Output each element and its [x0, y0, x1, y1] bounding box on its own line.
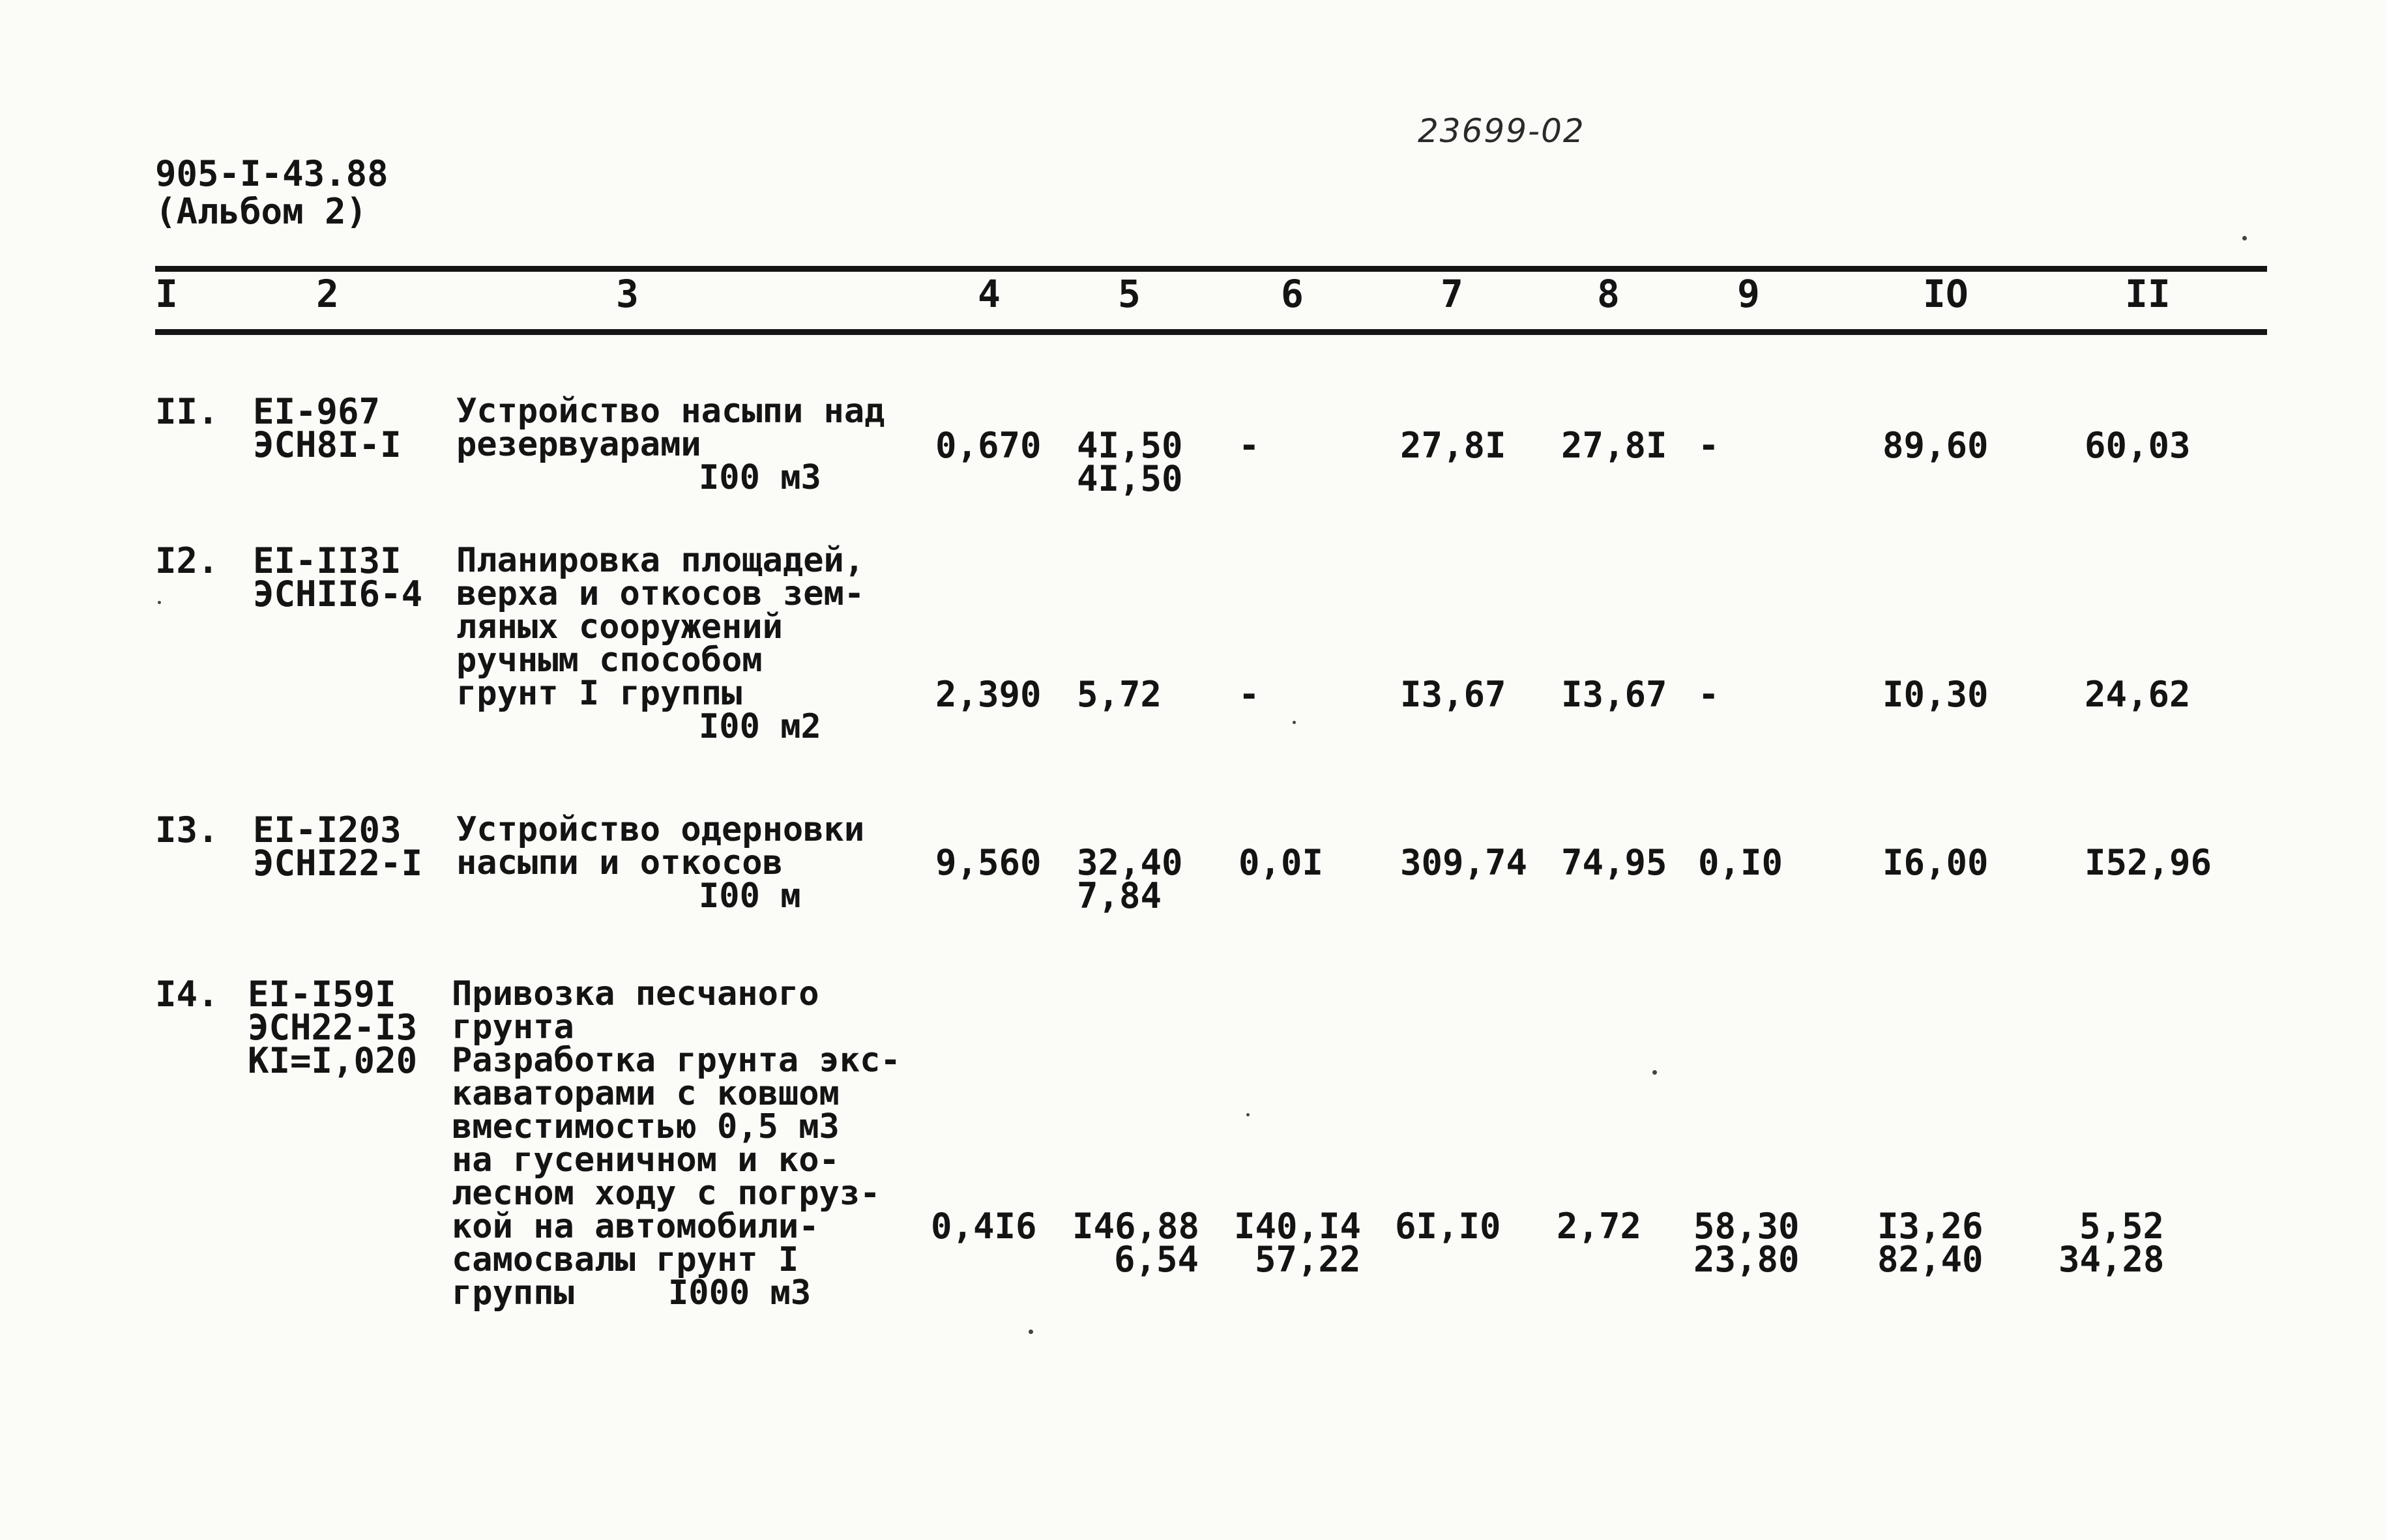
scan-speck	[1293, 721, 1296, 724]
value-line: 4I,50	[1077, 458, 1183, 499]
document-code	[155, 155, 388, 231]
column-header-8: 8	[1597, 272, 1620, 316]
value-line: 57,22	[1255, 1239, 1361, 1280]
description-line: грунта	[452, 1008, 574, 1047]
col5-values	[1077, 842, 1183, 916]
code-line: KI=I,020	[248, 1040, 418, 1081]
column-header-1: I	[155, 272, 178, 316]
column-header-2: 2	[316, 272, 339, 316]
col11-value: 60,03	[2085, 425, 2191, 466]
col6-value: -	[1238, 674, 1260, 715]
col10-value: 89,60	[1882, 425, 1989, 466]
value-line: 7,84	[1077, 875, 1162, 916]
col9-values	[1693, 1206, 1800, 1280]
code-line: EI-II3I	[253, 540, 402, 581]
description-line: Устройство одерновки	[456, 810, 865, 849]
scan-speck	[1246, 1113, 1250, 1116]
unit-of-measure: I00 м3	[699, 458, 821, 497]
unit-of-measure: I00 м2	[699, 707, 821, 746]
description-line: Привозка песчаного	[452, 974, 819, 1013]
col8-value: 27,8I	[1561, 425, 1667, 466]
table-header-rule	[155, 329, 2267, 335]
column-header-4: 4	[978, 272, 1001, 316]
value-line: 32,40	[1077, 842, 1183, 883]
description-line: грунт I группы	[456, 674, 742, 713]
scan-speck	[1029, 1329, 1033, 1334]
value-line: 82,40	[1877, 1239, 1984, 1280]
inventory-stamp: 23699-02	[1418, 112, 1585, 150]
col9-value: 0,I0	[1698, 842, 1783, 883]
col8-value: 74,95	[1561, 842, 1667, 883]
description-line: Устройство насыпи над	[456, 392, 885, 431]
col5-values	[1077, 425, 1183, 499]
column-header-11: II	[2125, 272, 2171, 316]
scan-speck	[158, 601, 161, 604]
col11-value: 24,62	[2085, 674, 2191, 715]
quantity-value: 0,670	[935, 425, 1042, 466]
row-number: I2.	[155, 540, 219, 581]
col5-values	[1072, 1206, 1200, 1280]
description-line: насыпи и откосов	[456, 843, 783, 882]
value-line: 6,54	[1114, 1239, 1199, 1280]
description-line: Разработка грунта экс-	[452, 1041, 901, 1080]
col7-value: 6I,I0	[1395, 1206, 1501, 1247]
col10-value: I6,00	[1882, 842, 1989, 883]
col7-value: 27,8I	[1400, 425, 1506, 466]
value-line: 5,52	[2079, 1206, 2165, 1247]
code-line: ЭСНII6-4	[253, 574, 423, 615]
work-description-cell	[456, 392, 885, 464]
description-line: Планировка площадей,	[456, 541, 865, 580]
value-line: 23,80	[1693, 1239, 1800, 1280]
scan-speck	[2242, 236, 2247, 240]
code-line: EI-967	[253, 391, 381, 432]
col7-value: 309,74	[1400, 842, 1528, 883]
col9-value: -	[1698, 425, 1720, 466]
scan-speck	[1652, 1070, 1657, 1075]
description-line: кой на автомобили-	[452, 1207, 819, 1246]
column-header-3: 3	[616, 272, 639, 316]
album-label: (Альбом 2)	[155, 191, 368, 232]
col11-value: I52,96	[2085, 842, 2212, 883]
description-line: группы	[452, 1273, 574, 1313]
description-line: лесном ходу с погруз-	[452, 1174, 881, 1213]
col6-value: -	[1238, 425, 1260, 466]
value-line: I3,26	[1877, 1206, 1984, 1247]
value-line: 34,28	[2058, 1239, 2165, 1280]
col9-value: -	[1698, 674, 1720, 715]
description-line: ручным способом	[456, 641, 763, 680]
col6-value: 0,0I	[1238, 842, 1324, 883]
col6-values	[1234, 1206, 1362, 1280]
column-header-10: IO	[1923, 272, 1969, 316]
description-line: верха и откосов зем-	[456, 574, 865, 613]
unit-of-measure: I00 м	[699, 877, 801, 916]
value-line: 58,30	[1693, 1206, 1800, 1247]
code-line: ЭСНI22-I	[253, 843, 423, 884]
column-header-6: 6	[1281, 272, 1304, 316]
value-line: I46,88	[1072, 1206, 1200, 1247]
value-line: I40,I4	[1234, 1206, 1362, 1247]
quantity-value: 2,390	[935, 674, 1042, 715]
description-line: ляных сооружений	[456, 607, 783, 647]
col10-value: I0,30	[1882, 674, 1989, 715]
description-line: самосвалы грунт I	[452, 1240, 799, 1279]
row-number: I4.	[155, 974, 219, 1015]
col8-value: I3,67	[1561, 674, 1667, 715]
work-description-cell	[452, 974, 901, 1313]
work-description-cell	[456, 810, 865, 882]
estimate-code-cell	[248, 974, 418, 1081]
quantity-value: 0,4I6	[931, 1206, 1037, 1247]
estimate-code-cell	[253, 809, 423, 884]
code-line: EI-I59I	[248, 974, 396, 1015]
code-line: ЭСН22-I3	[248, 1007, 418, 1048]
row-number: II.	[155, 391, 219, 432]
col5-value: 5,72	[1077, 674, 1162, 715]
col11-values	[2058, 1206, 2165, 1280]
code-line: EI-I203	[253, 809, 402, 850]
code-line: ЭСН8I-I	[253, 424, 402, 465]
column-header-7: 7	[1441, 272, 1463, 316]
row-number: I3.	[155, 809, 219, 850]
estimate-code-cell	[253, 540, 423, 615]
value-line: 4I,50	[1077, 425, 1183, 466]
description-line: каваторами с ковшом	[452, 1074, 840, 1113]
description-line: на гусеничном и ко-	[452, 1140, 840, 1180]
quantity-value: 9,560	[935, 842, 1042, 883]
document-code-number: 905-I-43.88	[155, 153, 388, 194]
column-header-9: 9	[1737, 272, 1760, 316]
work-description-cell	[456, 541, 865, 713]
unit-of-measure: I000 м3	[668, 1273, 812, 1313]
description-line: резервуарами	[456, 425, 701, 464]
col7-value: I3,67	[1400, 674, 1506, 715]
description-line: вместимостью 0,5 м3	[452, 1107, 840, 1146]
col10-values	[1877, 1206, 1984, 1280]
estimate-code-cell	[253, 391, 402, 465]
table-top-rule	[155, 266, 2267, 272]
col8-value: 2,72	[1557, 1206, 1642, 1247]
column-header-5: 5	[1118, 272, 1141, 316]
